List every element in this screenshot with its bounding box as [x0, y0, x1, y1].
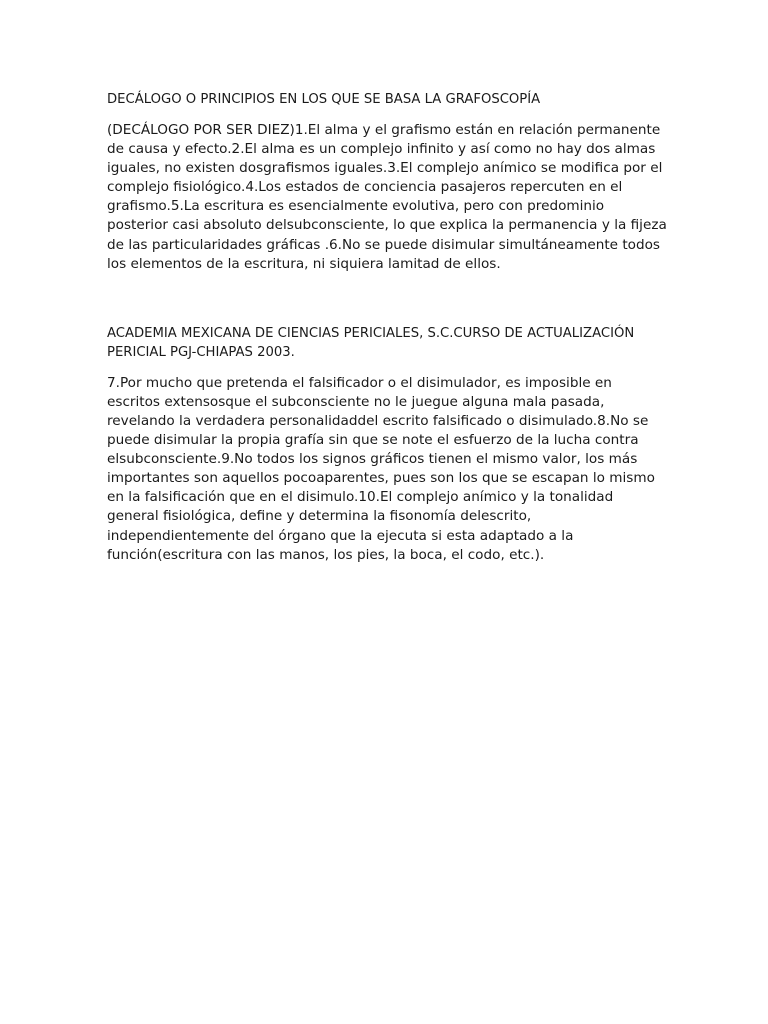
section-2-heading: ACADEMIA MEXICANA DE CIENCIAS PERICIALES, S.C.CURSO DE ACTUALIZACIÓN PERICIAL PGJ-CHIAPAS 2003.	[107, 325, 635, 360]
section-2-paragraph: 7.Por mucho que pretenda el falsificador o el disimulador, es imposible en escritos extensosque el subconsciente no le juegue alguna mala pasada, revelando la verdadera personalidaddel escrito falsificado o disimulado.8.No se puede disimular la propia grafía sin que se note el esfuerzo de la lucha contra elsubconsciente.9.No todos los signos gráficos tienen el mismo valor, los más importantes son aquellos pocoaparentes, pues son los que se escapan lo mismo en la falsificación que en el disimulo.10.El complejo anímico y la tonalidad general fisiológica, define y determina la fisonomía delescrito, independientemente del órgano que la ejecuta si esta adaptado a la función(escritura con las manos, los pies, la boca, el codo, etc.).	[107, 374, 655, 563]
document-page	[107, 90, 667, 565]
section-1-heading: DECÁLOGO O PRINCIPIOS EN LOS QUE SE BASA LA GRAFOSCOPÍA	[107, 92, 541, 107]
section-spacer	[107, 274, 667, 324]
section-1-paragraph: (DECÁLOGO POR SER DIEZ)1.El alma y el grafismo están en relación permanente de causa y efecto.2.El alma es un complejo infinito y así como no hay dos almas iguales, no existen dosgrafismos iguales.3.El complejo anímico se modifica por el complejo fisiológico.4.Los estados de conciencia pasajeros repercuten en el grafismo.5.La escritura es esencialmente evolutiva, pero con predominio posterior casi absoluto delsubconsciente, lo que explica la permanencia y la fijeza de las particularidades gráficas .6.No se puede disimular simultáneamente todos los elementos de la escritura, ni siquiera lamitad de ellos.	[107, 122, 667, 272]
